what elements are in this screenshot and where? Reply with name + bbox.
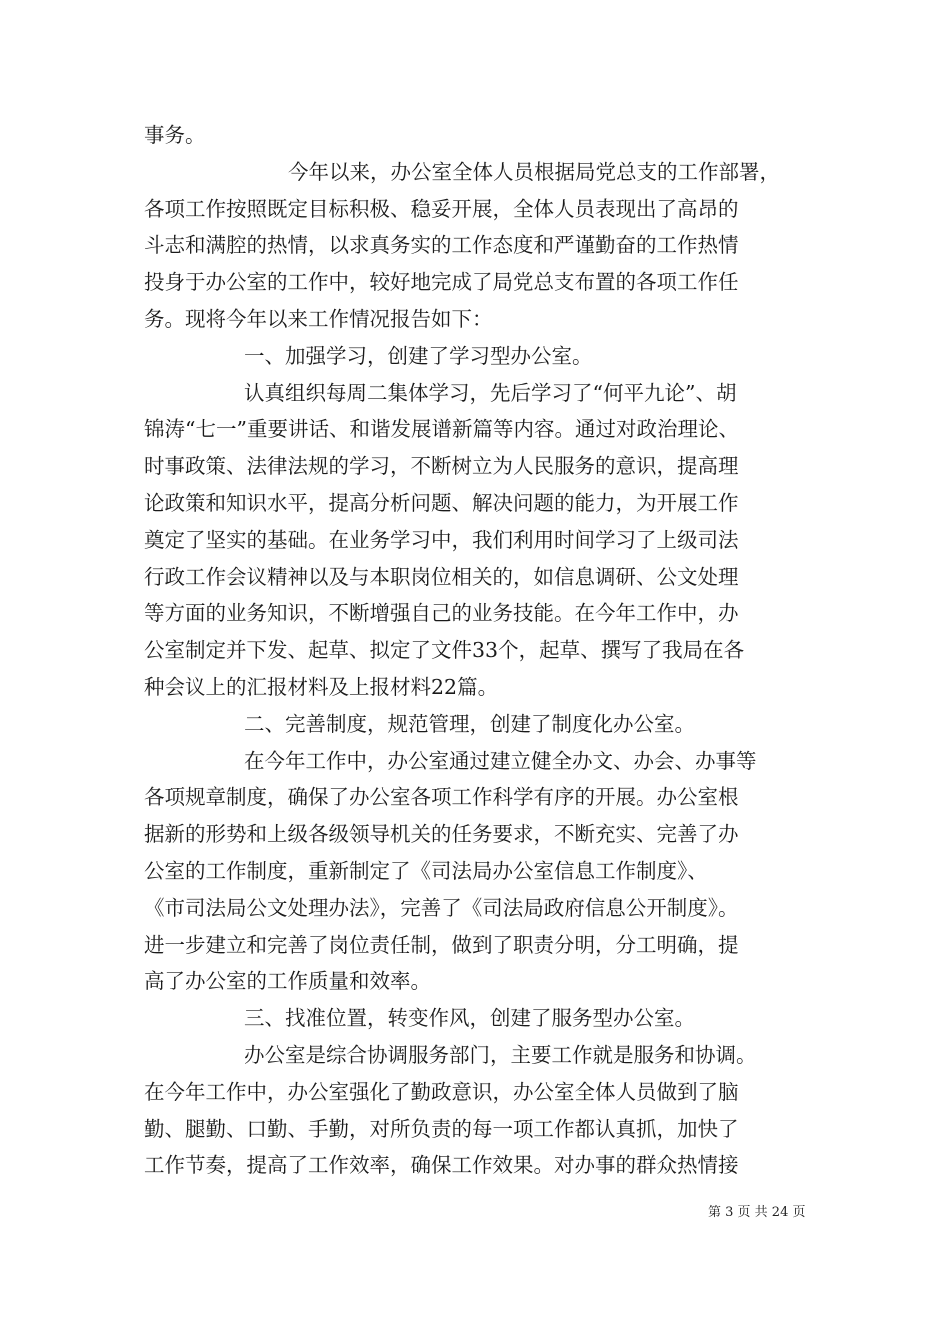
text-line: 投身于办公室的工作中，较好地完成了局党总支布置的各项工作任 — [144, 270, 739, 295]
text-line: 奠定了坚实的基础。在业务学习中，我们利用时间学习了上级司法 — [144, 527, 739, 552]
text-line: 勤、腿勤、口勤、手勤，对所负责的每一项工作都认真抓，加快了 — [144, 1116, 739, 1141]
text-line: 进一步建立和完善了岗位责任制，做到了职责分明，分工明确，提 — [144, 932, 739, 957]
text-line: 事务。 — [144, 123, 206, 147]
text-line: 务。现将今年以来工作情况报告如下： — [144, 306, 493, 331]
text-line: 种会议上的汇报材料及上报材料22篇。 — [144, 674, 499, 699]
text-line: 《市司法局公文处理办法》，完善了《司法局政府信息公开制度》。 — [144, 895, 739, 920]
text-line: 斗志和满腔的热情，以求真务实的工作态度和严谨勤奋的工作热情 — [144, 233, 739, 258]
text-line: 在今年工作中，办公室强化了勤政意识，办公室全体人员做到了脑 — [144, 1079, 739, 1104]
page-number-footer: 第 3 页 共 24 页 — [708, 1205, 806, 1220]
paragraph-first-line: 在今年工作中，办公室通过建立健全办文、办会、办事等 — [244, 748, 757, 773]
text-line: 行政工作会议精神以及与本职岗位相关的，如信息调研、公文处理 — [144, 564, 739, 589]
section-heading-1: 一、加强学习，创建了学习型办公室。 — [244, 343, 593, 368]
paragraph-first-line: 办公室是综合协调服务部门，主要工作就是服务和协调。 — [244, 1042, 757, 1067]
document-body — [144, 117, 806, 1184]
text-line: 工作节奏，提高了工作效率，确保工作效果。对办事的群众热情接 — [144, 1153, 739, 1178]
text-line: 论政策和知识水平，提高分析问题、解决问题的能力，为开展工作 — [144, 490, 739, 515]
section-heading-3: 三、找准位置，转变作风，创建了服务型办公室。 — [244, 1006, 695, 1031]
text-line: 各项规章制度，确保了办公室各项工作科学有序的开展。办公室根 — [144, 785, 739, 810]
section-heading-2: 二、完善制度，规范管理，创建了制度化办公室。 — [244, 711, 695, 736]
text-line: 公室制定并下发、起草、拟定了文件33个，起草、撰写了我局在各 — [144, 638, 745, 663]
text-line: 等方面的业务知识，不断增强自己的业务技能。在今年工作中，办 — [144, 601, 739, 626]
text-line: 时事政策、法律法规的学习，不断树立为人民服务的意识，提高理 — [144, 454, 739, 479]
text-line: 各项工作按照既定目标积极、稳妥开展，全体人员表现出了高昂的 — [144, 196, 739, 221]
text-line: 高了办公室的工作质量和效率。 — [144, 969, 431, 994]
paragraph-first-line: 认真组织每周二集体学习，先后学习了“何平九论”、胡 — [244, 380, 737, 405]
text-line: 公室的工作制度，重新制定了《司法局办公室信息工作制度》、 — [144, 858, 708, 883]
text-line: 锦涛“七一”重要讲话、和谐发展谱新篇等内容。通过对政治理论、 — [144, 417, 739, 442]
text-line: 据新的形势和上级各级领导机关的任务要求，不断充实、完善了办 — [144, 822, 739, 847]
paragraph-first-line: 今年以来，办公室全体人员根据局党总支的工作部署， — [288, 159, 780, 184]
